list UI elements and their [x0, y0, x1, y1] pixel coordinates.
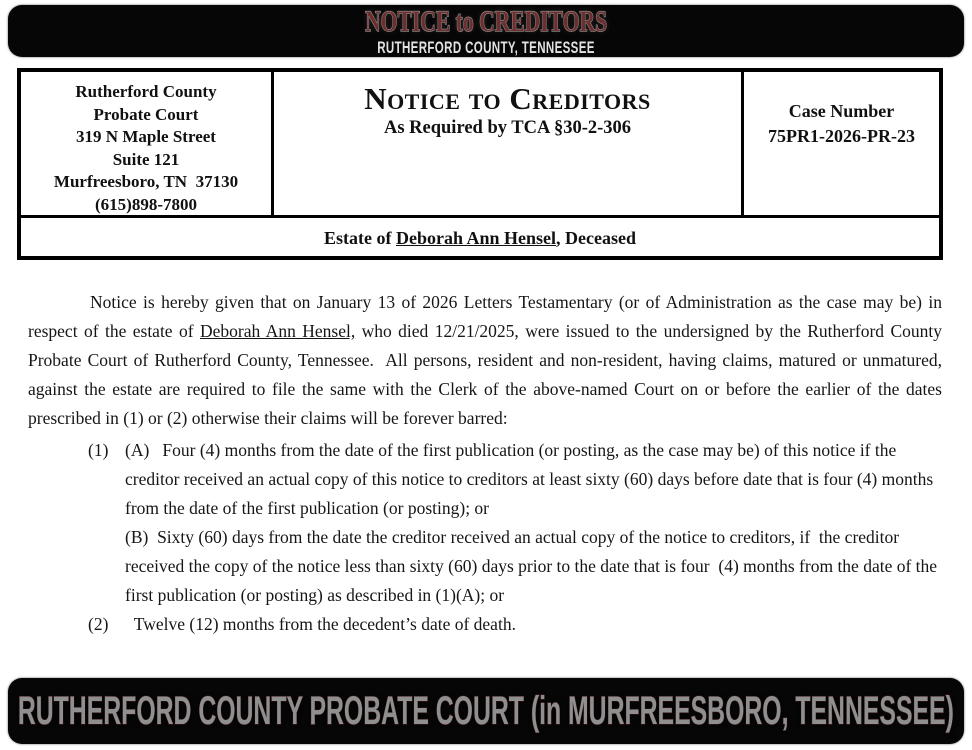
header-form-table — [17, 68, 943, 260]
list-item — [88, 610, 942, 639]
court-address-line: Probate Court — [93, 104, 199, 124]
list-item-text: Twelve (12) months from the decedent’s date of death. — [125, 614, 516, 634]
court-address-line: Rutherford County — [75, 82, 217, 101]
court-address-line: Murfreesboro, TN 37130 — [53, 172, 239, 191]
form-subtitle: As Required by TCA §30-2-306 — [383, 118, 632, 138]
estate-suffix: , Deceased — [556, 228, 636, 248]
bottom-banner — [8, 678, 964, 744]
list-item — [88, 523, 942, 610]
list-item-text: (A) Four (4) months from the date of the first publication (or posting, as the case may be) of this notice if the creditor received an actual copy of this notice to creditors at least sixty (60) days before date that is four (4) months from the date of the first publication (or posting); or — [125, 440, 934, 518]
form-title: Notice to Creditors — [364, 81, 651, 116]
estate-prefix: Estate of — [324, 228, 396, 248]
court-address-line: Suite 121 — [112, 149, 180, 169]
bottom-banner-title: RUTHERFORD COUNTY PROBATE COURT (in MURFREESBORO, TENNESSEE) — [18, 689, 955, 733]
case-number-label: Case Number — [788, 101, 895, 121]
notice-conditions-list — [88, 436, 942, 639]
list-item-marker: (2) — [88, 614, 109, 634]
top-banner-title: NOTICE to CREDITORS — [364, 5, 608, 38]
list-item-marker — [88, 523, 125, 610]
court-address-line: 319 N Maple Street — [76, 127, 216, 146]
case-number-value: 75PR1-2026-PR-23 — [768, 126, 915, 146]
top-banner-subtitle: RUTHERFORD COUNTY, TENNESSEE — [377, 37, 595, 57]
court-address-block — [21, 72, 274, 215]
estate-decedent-name: Deborah Ann Hensel — [395, 228, 557, 248]
decedent-name-inline: Deborah Ann Hensel, — [199, 321, 356, 341]
list-item-text: (B) Sixty (60) days from the date the creditor received an actual copy of the notice to creditors, if the creditor received the copy of the notice less than sixty (60) days prior to the date that is four (4) months from the date of the first publication (or posting) as described in (1)(A); or — [125, 527, 938, 605]
case-number-cell — [744, 72, 939, 215]
court-address-line: (615)898-7800 — [95, 194, 197, 214]
paragraph-text-after-name: who died 12/21/2025, were issued to the undersigned by the Rutherford County Probate Court of Rutherford County, Tennessee. All persons, resident and non-resident, having claims, matured or unmatured, against the estate are required to file the same with the Clerk of the above-named Court on or before the earlier of the dates prescribed in (1) or (2) otherwise their claims will be forever barred: — [28, 321, 942, 428]
top-banner — [8, 5, 964, 57]
list-item — [88, 436, 942, 523]
list-item-marker: (1) — [88, 440, 109, 460]
notice-body — [28, 288, 942, 639]
estate-row — [21, 215, 939, 259]
paragraph-text-before-name: Notice is hereby given that on January 13 of 2026 Letters Testamentary (or of Administration as the case may be) in respect of the estate of — [28, 292, 942, 341]
form-header-row — [21, 72, 939, 215]
notice-paragraph — [28, 288, 942, 433]
form-title-cell — [274, 72, 744, 215]
